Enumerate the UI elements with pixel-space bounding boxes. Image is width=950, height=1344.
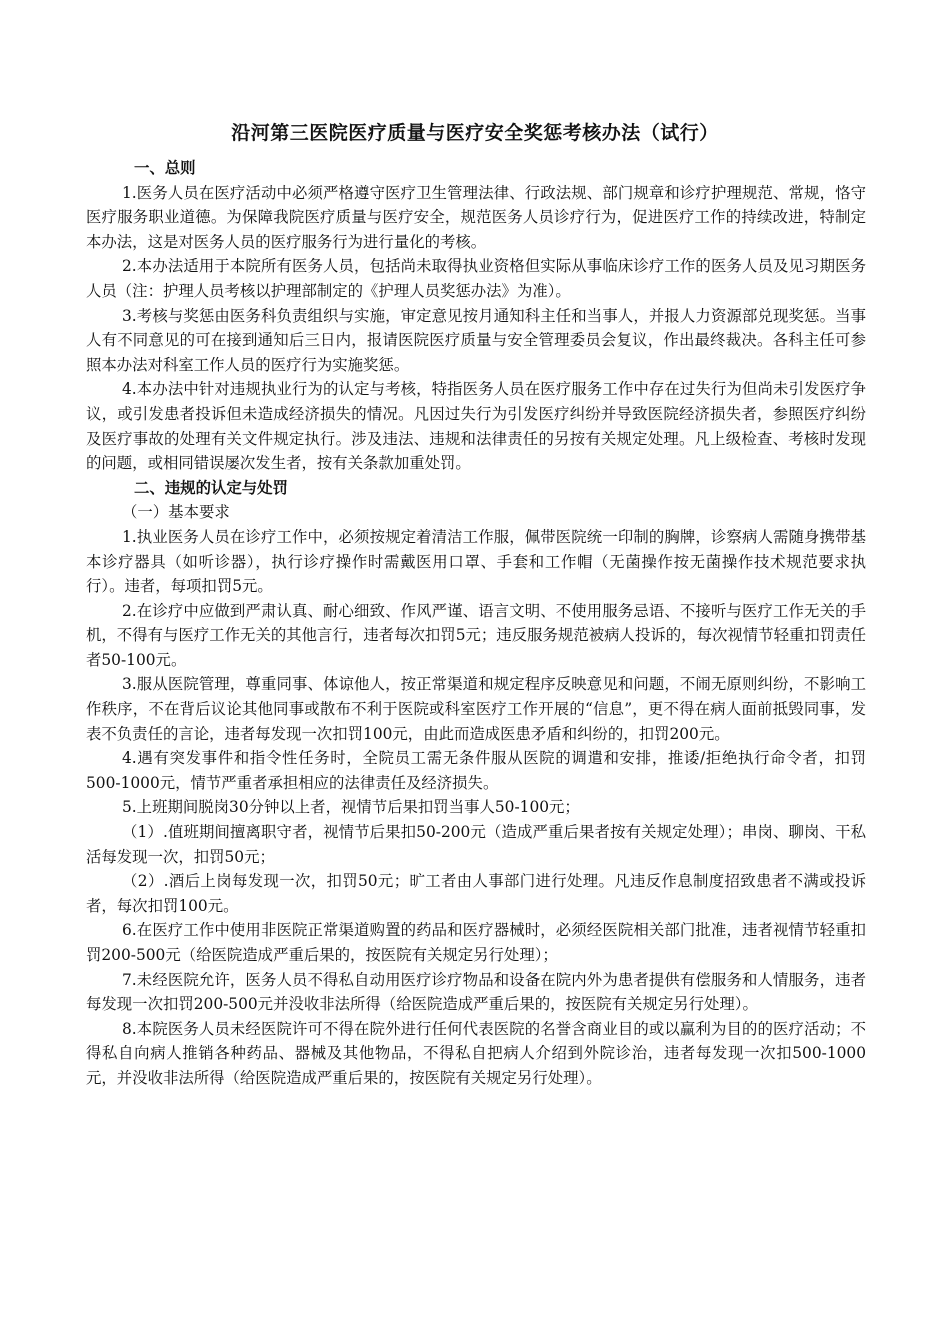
list-item: 5.上班期间脱岗30分钟以上者，视情节后果扣罚当事人50-100元；	[122, 798, 580, 817]
paragraph: 3.考核与奖惩由医务科负责组织与实施，审定意见按月通知科主任和当事人，并报人力资源部兑现奖惩。当事人有不同意见的可在接到通知后三日内，报请医院医疗质量与安全管理委员会复议，作出最终裁决。各科主任可参照本办法对科室工作人员的医疗行为实施奖惩。	[86, 306, 866, 374]
section-heading: 二、违规的认定与处罚	[134, 478, 288, 497]
list-item: 6.在医疗工作中使用非医院正常渠道购置的药品和医疗器械时，必须经医院相关部门批准，违者视情节轻重扣罚200-500元（给医院造成严重后果的，按医院有关规定另行处理）；	[86, 921, 866, 964]
list-item: 2.在诊疗中应做到严肃认真、耐心细致、作风严谨、语言文明、不使用服务忌语、不接听与医疗工作无关的手机，不得有与医疗工作无关的其他言行，违者每次扣罚5元；违反服务规范被病人投诉的，每次视情节轻重扣罚责任者50-100元。	[86, 601, 866, 669]
paragraph: 1.医务人员在医疗活动中必须严格遵守医疗卫生管理法律、行政法规、部门规章和诊疗护理规范、常规，恪守医疗服务职业道德。为保障我院医疗质量与医疗安全，规范医务人员诊疗行为，促进医疗工作的持续改进，特制定本办法，这是对医务人员的医疗服务行为进行量化的考核。	[86, 183, 866, 251]
list-item: 3.服从医院管理，尊重同事、体谅他人，按正常渠道和规定程序反映意见和问题，不闹无原则纠纷，不影响工作秩序，不在背后议论其他同事或散布不利于医院或科室医疗工作开展的“信息”，更不得在病人面前抵毁同事，发表不负责任的言论，违者每发现一次扣罚100元，由此而造成医患矛盾和纠纷的，扣罚200元。	[86, 675, 866, 743]
document-title: 沿河第三医院医疗质量与医疗安全奖惩考核办法（试行）	[231, 122, 719, 144]
sub-list-item: （1）.值班期间擅离职守者，视情节后果扣50-200元（造成严重后果者按有关规定处理）；串岗、聊岗、干私活每发现一次，扣罚50元；	[86, 823, 866, 866]
subsection-heading: （一）基本要求	[122, 503, 230, 522]
sub-list-item: （2）.酒后上岗每发现一次，扣罚50元；旷工者由人事部门进行处理。凡违反作息制度招致患者不满或投诉者，每次扣罚100元。	[86, 872, 866, 915]
list-item: 1.执业医务人员在诊疗工作中，必须按规定着清洁工作服，佩带医院统一印制的胸牌，诊察病人需随身携带基本诊疗器具（如听诊器），执行诊疗操作时需戴医用口罩、手套和工作帽（无菌操作按无菌操作技术规范要求执行）。违者，每项扣罚5元。	[86, 527, 866, 596]
paragraph: 2.本办法适用于本院所有医务人员，包括尚未取得执业资格但实际从事临床诊疗工作的医务人员及见习期医务人员（注：护理人员考核以护理部制定的《护理人员奖惩办法》为准）。	[86, 257, 866, 300]
list-item: 7.未经医院允许，医务人员不得私自动用医疗诊疗物品和设备在院内外为患者提供有偿服务和人情服务，违者每发现一次扣罚200-500元并没收非法所得（给医院造成严重后果的，按医院有关规定另行处理）。	[86, 970, 866, 1014]
document-body	[86, 156, 866, 1091]
list-item: 8.本院医务人员未经医院许可不得在院外进行任何代表医院的名誉含商业目的或以赢利为目的的医疗活动；不得私自向病人推销各种药品、器械及其他物品，不得私自把病人介绍到外院诊治，违者每发现一次扣500-1000元，并没收非法所得（给医院造成严重后果的，按医院有关规定另行处理）。	[86, 1019, 866, 1087]
list-item: 4.遇有突发事件和指令性任务时，全院员工需无条件服从医院的调遣和安排，推诿/拒绝执行命令者，扣罚500-1000元，情节严重者承担相应的法律责任及经济损失。	[86, 749, 866, 792]
section-heading: 一、总则	[134, 159, 196, 177]
paragraph: 4.本办法中针对违规执业行为的认定与考核，特指医务人员在医疗服务工作中存在过失行为但尚未引发医疗争议，或引发患者投诉但未造成经济损失的情况。凡因过失行为引发医疗纠纷并导致医院经济损失者，参照医疗纠纷及医疗事故的处理有关文件规定执行。涉及违法、违规和法律责任的另按有关规定处理。凡上级检查、考核时发现的问题，或相同错误屡次发生者，按有关条款加重处罚。	[86, 380, 866, 473]
